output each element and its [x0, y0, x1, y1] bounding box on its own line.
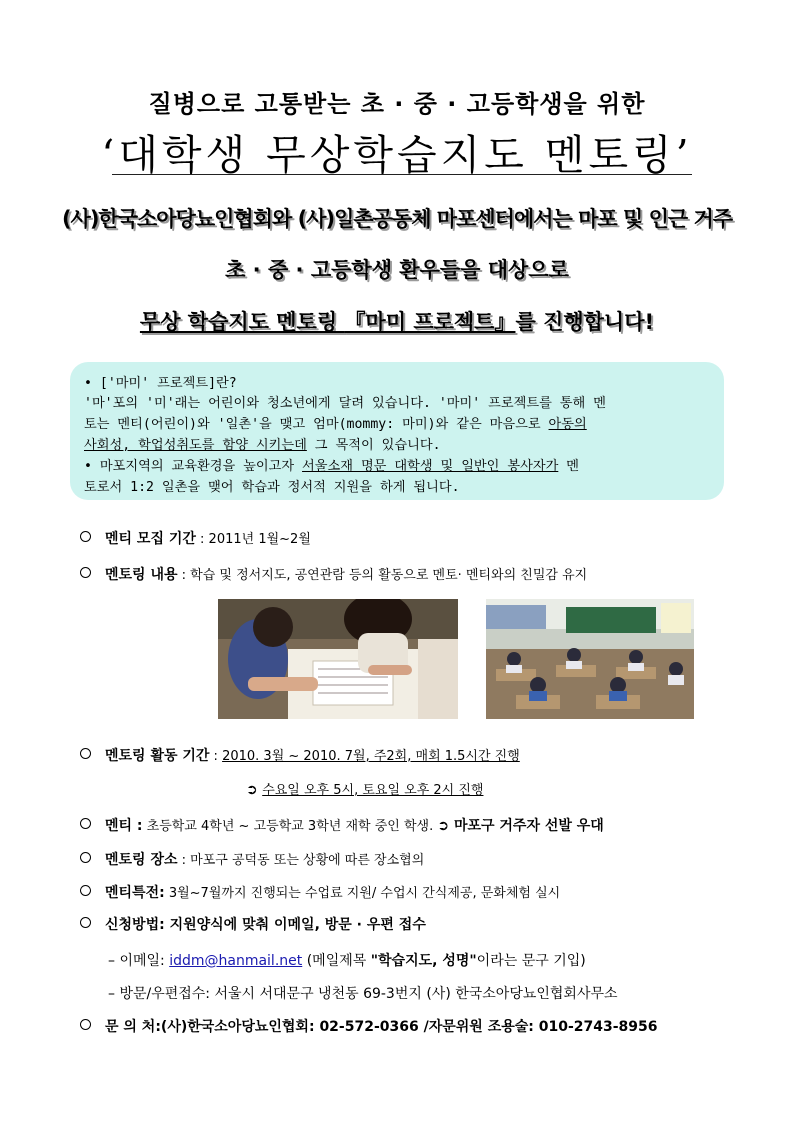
info-heading: • ['마미' 프로젝트]란?: [84, 376, 237, 391]
intro-line-3-c: 를 진행합니다!: [515, 310, 655, 334]
info-line-6: 토로서 1:2 일촌을 맺어 학습과 정서적 지원을 하게 됩니다.: [84, 480, 460, 495]
email-link[interactable]: iddm@hanmail.net: [169, 953, 303, 969]
email-note-c: 이라는 문구 기입): [476, 953, 586, 969]
email-row: [108, 950, 586, 970]
circle-bullet-icon: [80, 917, 91, 928]
contact-value: : 02-572-0366 /자문위원 조용술: 010-2743-8956: [308, 1019, 658, 1035]
place-row: [80, 849, 424, 869]
benefit-row: [80, 882, 560, 902]
project-info-box: [70, 362, 724, 500]
activity-period-value: 2010. 3월 ~ 2010. 7월, 주2회, 매회 1.5시간 진행: [222, 749, 520, 764]
info-line-5-end: 멘: [558, 459, 579, 474]
benefit-value: 3월~7월까지 진행되는 수업료 지원/ 수업시 간식제공, 문화체험 실시: [164, 886, 561, 901]
mentee-label: 멘티 :: [105, 818, 143, 834]
content-value: : 학습 및 정서지도, 공연관람 등의 활동으로 멘토· 멘티와의 친밀감 유지: [177, 568, 588, 583]
email-label: – 이메일:: [108, 953, 170, 969]
info-line-4: [84, 434, 710, 453]
benefit-label: 멘티특전:: [105, 885, 165, 901]
tutoring-photo: [218, 599, 458, 719]
mentee-preference: 마포구 거주자 선발 우대: [453, 818, 604, 834]
intro-line-3: [0, 306, 794, 336]
place-value: : 마포구 공덕동 또는 상황에 따른 장소협의: [177, 853, 425, 868]
circle-bullet-icon: [80, 567, 91, 578]
title-underline: [112, 174, 692, 175]
arrow-right-icon: ➲: [246, 782, 258, 798]
classroom-photo-image: [486, 599, 694, 719]
activity-period-label: 멘토링 활동 기간: [105, 748, 210, 764]
intro-line-1: (사)한국소아당뇨인협회와 (사)일촌공동체 마포센터에서는 마포 및 인근 거주: [61, 207, 733, 231]
visit-row: – 방문/우편접수: 서울시 서대문구 냉천동 69-3번지 (사) 한국소아당뇨인협회사무소: [108, 986, 618, 1002]
mentee-value: 초등학교 4학년 ~ 고등학교 3학년 재학 중인 학생.: [142, 819, 438, 834]
circle-bullet-icon: [80, 818, 91, 829]
info-line-5: [84, 455, 710, 474]
subtitle: 질병으로 고통받는 초 · 중 · 고등학생을 위한: [148, 90, 646, 118]
circle-bullet-icon: [80, 885, 91, 896]
email-note-b: "학습지도, 성명": [370, 953, 477, 969]
circle-bullet-icon: [80, 852, 91, 863]
tutoring-photo-image: [218, 599, 458, 719]
email-note-a: (메일제목: [302, 953, 371, 969]
circle-bullet-icon: [80, 748, 91, 759]
schedule-row: [246, 779, 483, 798]
contact-row: [80, 1016, 658, 1036]
info-line-5-underlined: 서울소재 명문 대학생 및 일반인 봉사자가: [302, 459, 559, 474]
schedule-value: 수요일 오후 5시, 토요일 오후 2시 진행: [262, 783, 484, 798]
info-line-5-text: • 마포지역의 교육환경을 높이고자: [84, 459, 303, 474]
info-line-2: '마'포의 '미'래는 어린이와 청소년에게 달려 있습니다. '마미' 프로젝트를 통해 멘: [84, 396, 606, 411]
info-line-3-underlined: 아동의: [548, 417, 587, 432]
activity-period-row: 멘토링 활동 기간 : 2010. 3월 ~ 2010. 7월, 주2회, 매회 1.5시간 진행: [80, 745, 520, 765]
info-line-4-text: 그 목적이 있습니다.: [306, 438, 441, 453]
intro-line-2: 초 · 중 · 고등학생 환우들을 대상으로: [225, 258, 569, 282]
mentee-row: [80, 815, 604, 835]
project-name: 『마미 프로젝트』: [344, 310, 516, 334]
apply-label: 신청방법:: [105, 917, 165, 933]
intro-line-3-a: 무상 학습지도 멘토링: [139, 310, 345, 334]
arrow-right-icon: ➲: [437, 818, 454, 834]
info-line-3: [84, 413, 710, 432]
contact-label: 문 의 처:(사)한국소아당뇨인협회: [105, 1019, 309, 1035]
circle-bullet-icon: [80, 531, 91, 542]
info-line-4-underlined: 사회성, 학업성취도를 함양 시키는데: [84, 438, 307, 453]
apply-row: [80, 914, 426, 934]
apply-value: 지원양식에 맞춰 이메일, 방문 · 우편 접수: [164, 917, 426, 933]
place-label: 멘토링 장소: [105, 852, 178, 868]
content-row: [80, 564, 587, 584]
classroom-photo: [486, 599, 694, 719]
info-line-3-text: 토는 멘티(어린이)와 '일촌'을 맺고 엄마(mommy: 마미)와 같은 마음으로: [84, 417, 549, 432]
recruit-period-label: 멘티 모집 기간: [105, 531, 196, 547]
recruit-period-value: : 2011년 1월~2월: [195, 532, 311, 547]
main-title: ‘대학생 무상학습지도 멘토링’: [101, 131, 693, 179]
content-label: 멘토링 내용: [105, 567, 178, 583]
circle-bullet-icon: [80, 1019, 91, 1030]
recruit-period-row: [80, 528, 311, 548]
